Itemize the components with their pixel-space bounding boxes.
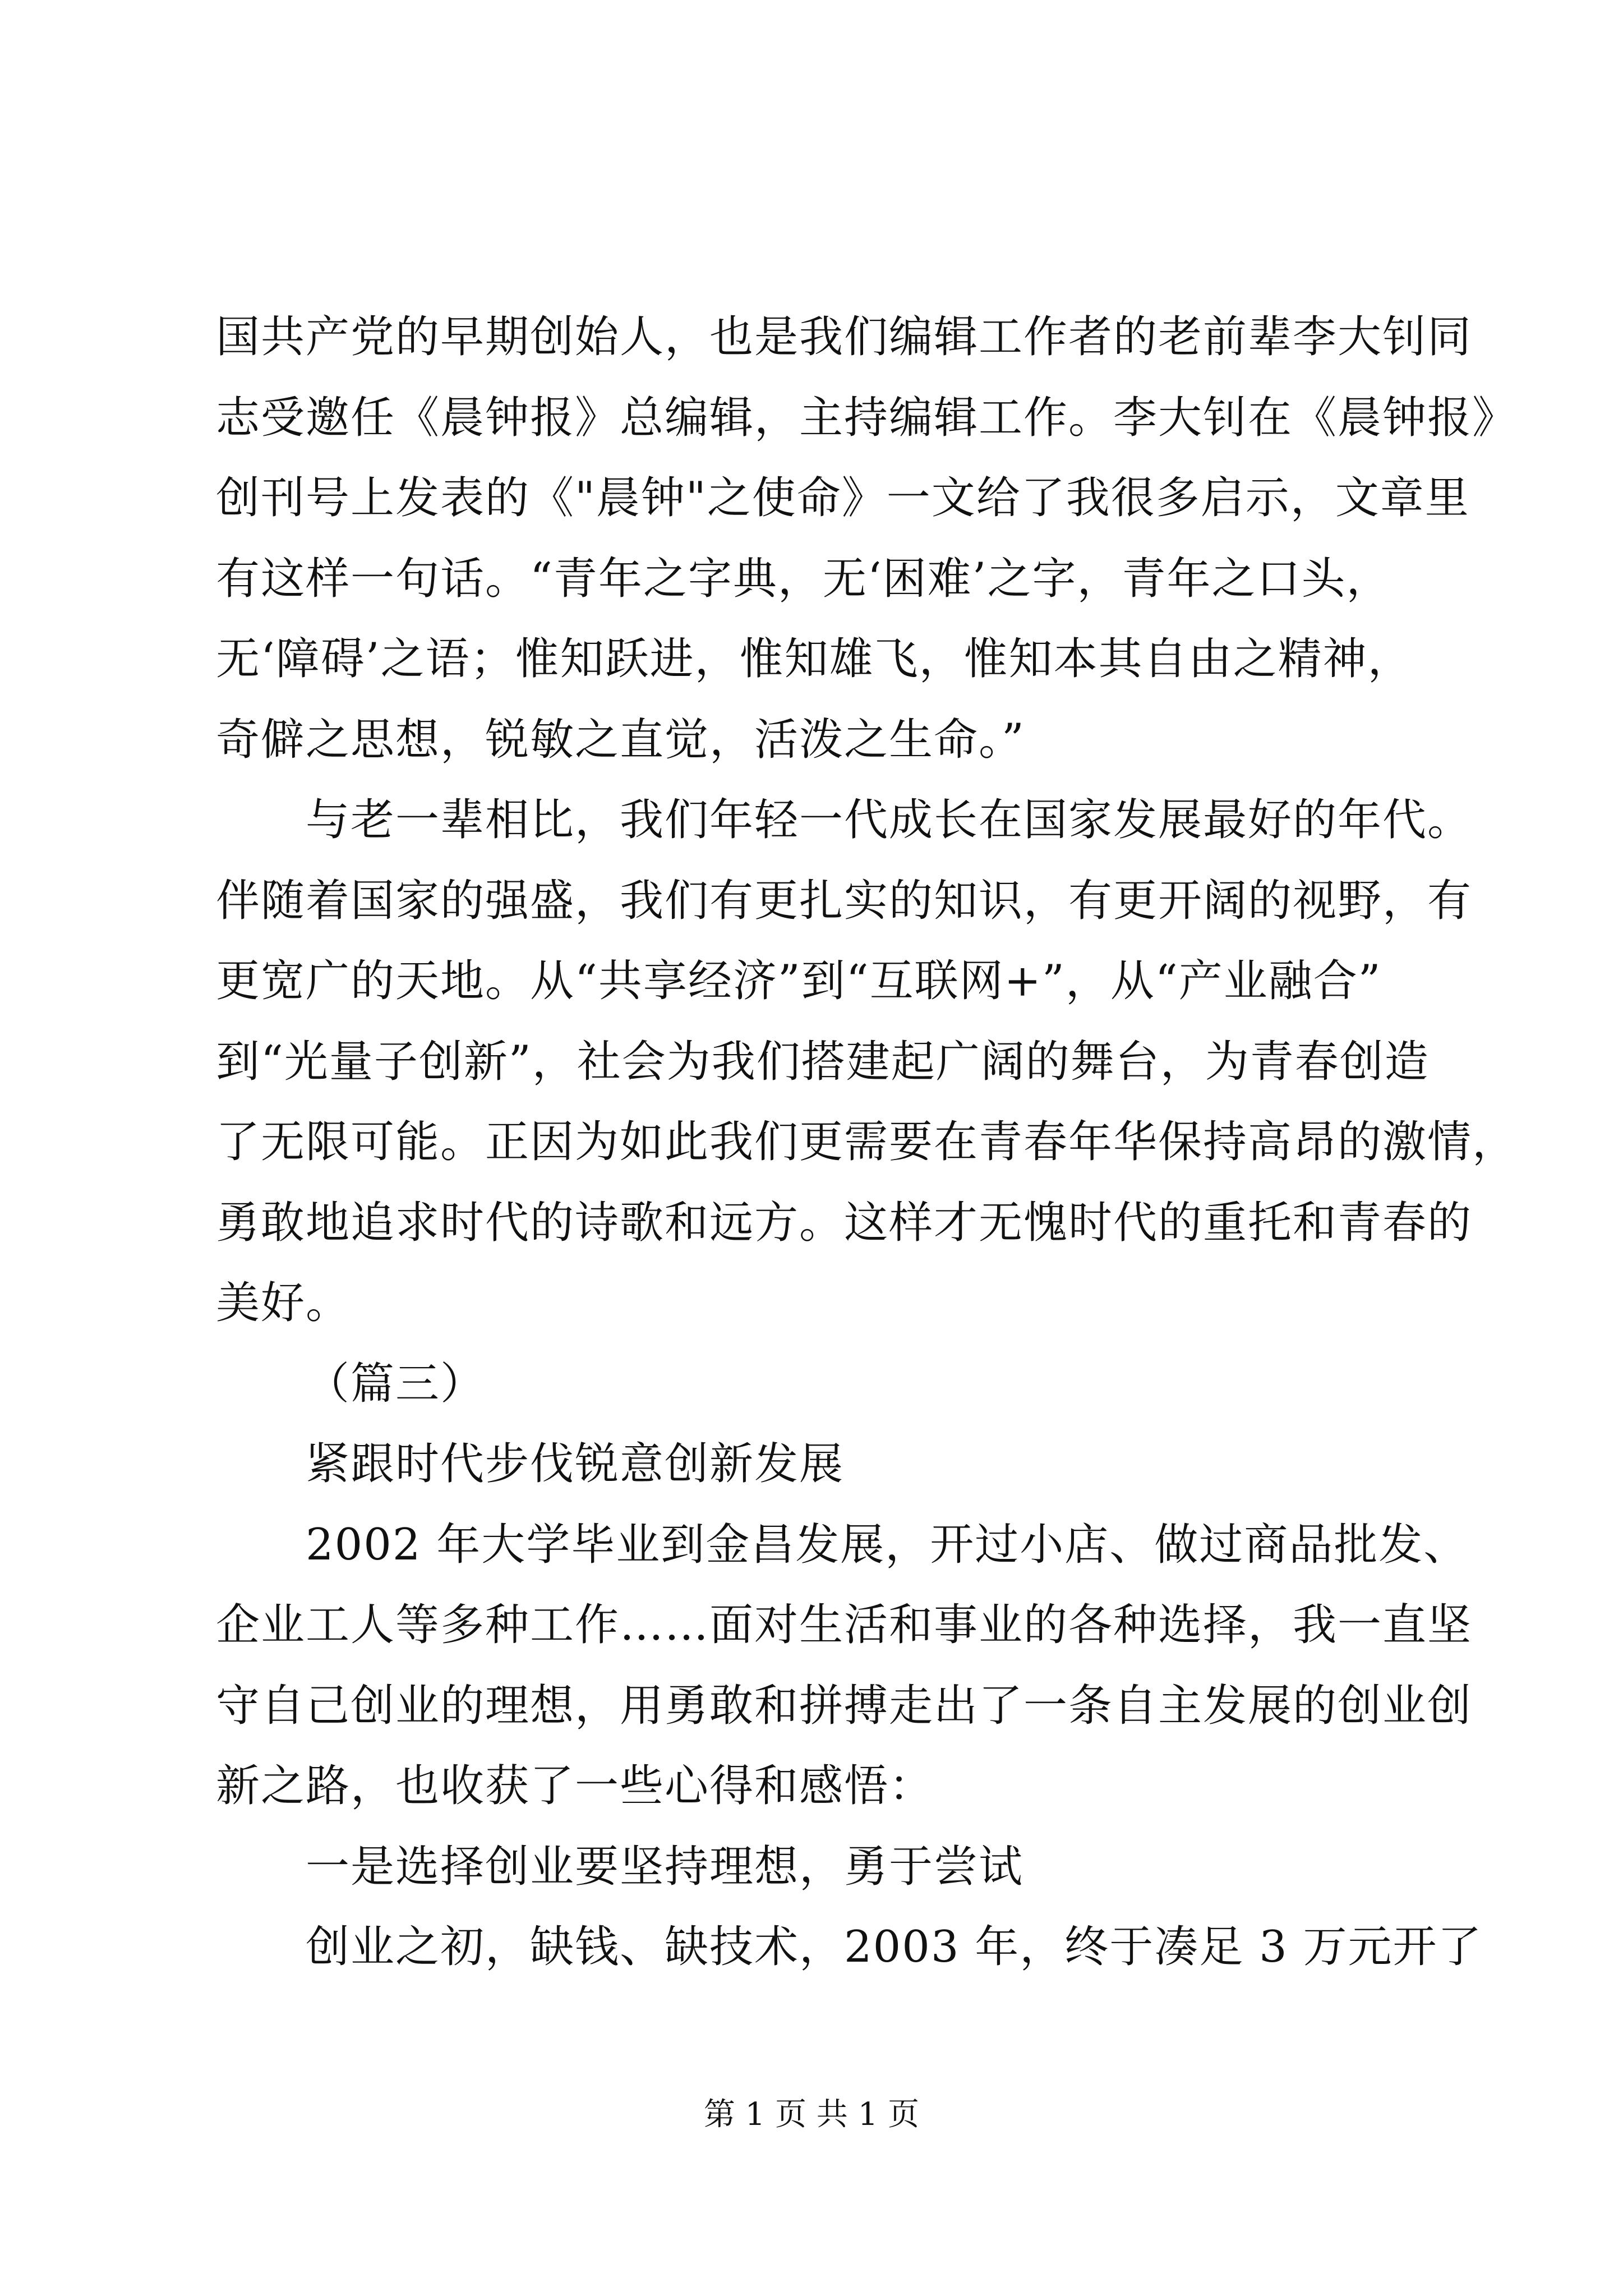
section-label: （篇三） — [306, 1358, 486, 1409]
text-line: 到“光量子创新”，社会为我们搭建起广阔的舞台，为青春创造 — [216, 1036, 1430, 1087]
body-text — [216, 297, 1518, 1988]
text-line: 有这样一句话。“青年之字典，无‘困难’之字，青年之口头， — [216, 553, 1391, 604]
text-line: 新之路，也收获了一些心得和感悟： — [216, 1761, 934, 1811]
text-line: 了无限可能。正因为如此我们更需要在青春年华保持高昂的激情， — [216, 1117, 1518, 1167]
paragraph-first-line: 2002 年大学毕业到金昌发展，开过小店、做过商品批发、 — [306, 1519, 1469, 1570]
text-line: 伴随着国家的强盛，我们有更扎实的知识，有更开阔的视野，有 — [216, 875, 1473, 926]
text-line: 勇敢地追求时代的诗歌和远方。这样才无愧时代的重托和青春的 — [216, 1197, 1473, 1248]
page-footer: 第 1 页 共 1 页 — [703, 2096, 920, 2133]
paragraph-first-line: 与老一辈相比，我们年轻一代成长在国家发展最好的年代。 — [306, 795, 1473, 845]
text-line: 守自己创业的理想，用勇敢和拼搏走出了一条自主发展的创业创 — [216, 1680, 1473, 1731]
text-line: 奇僻之思想，锐敏之直觉，活泼之生命。” — [216, 714, 1025, 765]
paragraph-first-line: 创业之初，缺钱、缺技术，2003 年，终于凑足 3 万元开了 — [306, 1922, 1483, 1972]
text-line: 无‘障碍’之语；惟知跃进，惟知雄飞，惟知本其自由之精神， — [216, 634, 1413, 684]
text-line: 企业工人等多种工作……面对生活和事业的各种选择，我一直坚 — [216, 1600, 1473, 1650]
text-line: 志受邀任《晨钟报》总编辑，主持编辑工作。李大钊在《晨钟报》 — [216, 392, 1518, 443]
text-line: 美好。 — [216, 1278, 351, 1328]
text-line: 创刊号上发表的《"晨钟"之使命》一文给了我很多启示，文章里 — [216, 473, 1470, 523]
subheading: 一是选择创业要坚持理想，勇于尝试 — [306, 1841, 1024, 1892]
section-title: 紧跟时代步伐锐意创新发展 — [306, 1439, 845, 1489]
text-line: 更宽广的天地。从“共享经济”到“互联网+”，从“产业融合” — [216, 956, 1382, 1006]
text-line: 国共产党的早期创始人，也是我们编辑工作者的老前辈李大钊同 — [216, 312, 1473, 362]
